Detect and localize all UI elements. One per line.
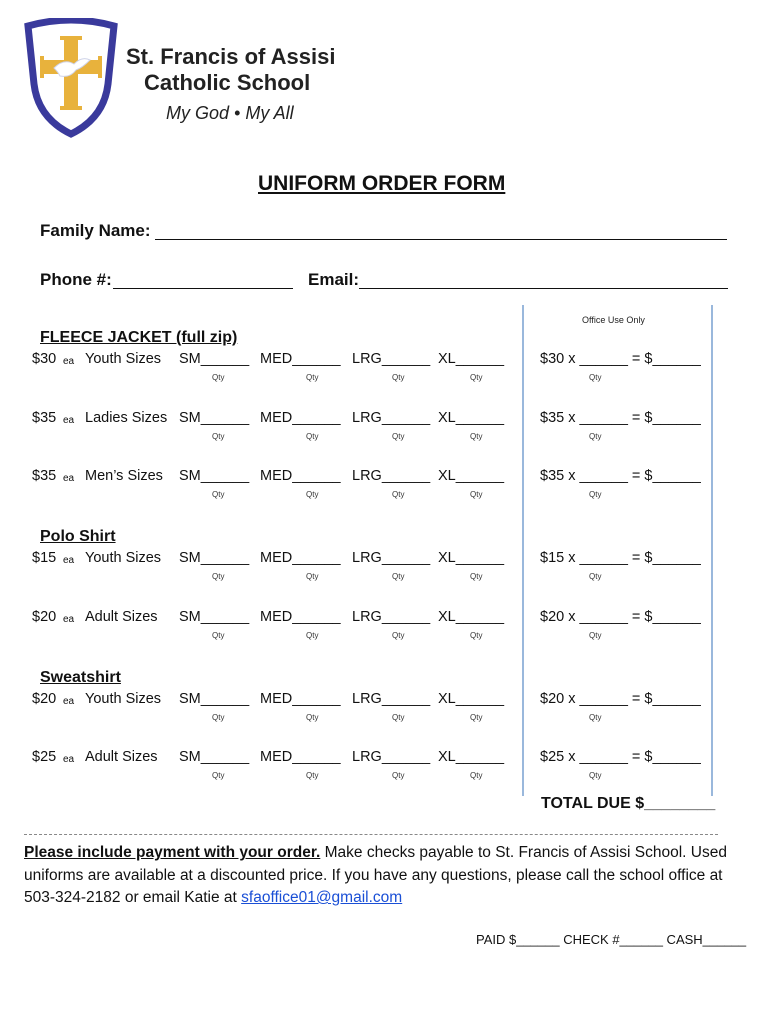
size-qty-field[interactable]: LRG______ xyxy=(352,609,431,625)
item-price: $25 xyxy=(32,749,57,765)
qty-caption: Qty xyxy=(392,572,405,581)
size-qty-field[interactable]: XL______ xyxy=(438,468,505,484)
size-qty-field[interactable]: LRG______ xyxy=(352,410,431,426)
size-group-label: Youth Sizes xyxy=(85,550,162,566)
qty-caption: Qty xyxy=(392,373,405,382)
size-qty-field[interactable]: XL______ xyxy=(438,550,505,566)
size-group-label: Men’s Sizes xyxy=(85,468,163,484)
size-group-label: Adult Sizes xyxy=(85,609,158,625)
size-group-label: Adult Sizes xyxy=(85,749,158,765)
office-calc-line: $35 x ______ = $______ xyxy=(540,410,701,426)
qty-caption: Qty xyxy=(212,713,225,722)
qty-caption: Qty xyxy=(589,373,602,382)
size-qty-field[interactable]: SM______ xyxy=(179,609,250,625)
item-price: $20 xyxy=(32,691,57,707)
size-qty-field[interactable]: LRG______ xyxy=(352,550,431,566)
size-qty-field[interactable]: XL______ xyxy=(438,609,505,625)
office-calc-line: $25 x ______ = $______ xyxy=(540,749,701,765)
each-label: ea xyxy=(63,614,75,625)
office-calc-line: $35 x ______ = $______ xyxy=(540,468,701,484)
size-qty-field[interactable]: XL______ xyxy=(438,410,505,426)
payment-note-text: Make checks payable to St. Francis of Assisi School. Used uniforms are available at a discounted price. If you have any questions, please call the school office at 503-324-2182 or email Katie at xyxy=(24,844,727,906)
qty-caption: Qty xyxy=(306,432,319,441)
size-group-label: Youth Sizes xyxy=(85,691,162,707)
qty-caption: Qty xyxy=(589,713,602,722)
size-qty-field[interactable]: SM______ xyxy=(179,749,250,765)
each-label: ea xyxy=(63,415,75,426)
qty-caption: Qty xyxy=(470,631,483,640)
size-qty-field[interactable]: MED______ xyxy=(260,468,341,484)
size-qty-field[interactable]: LRG______ xyxy=(352,691,431,707)
size-qty-field[interactable]: MED______ xyxy=(260,691,341,707)
qty-caption: Qty xyxy=(306,373,319,382)
size-qty-field[interactable]: XL______ xyxy=(438,351,505,367)
size-qty-field[interactable]: MED______ xyxy=(260,609,341,625)
qty-caption: Qty xyxy=(392,771,405,780)
section-heading-sweatshirt: Sweatshirt xyxy=(40,669,121,686)
section-heading-fleece: FLEECE JACKET (full zip) xyxy=(40,329,238,346)
email-label: Email: xyxy=(308,270,360,289)
form-title: UNIFORM ORDER FORM xyxy=(258,172,506,195)
size-qty-field[interactable]: MED______ xyxy=(260,410,341,426)
size-qty-field[interactable]: XL______ xyxy=(438,749,505,765)
qty-caption: Qty xyxy=(392,631,405,640)
size-qty-field[interactable]: LRG______ xyxy=(352,468,431,484)
size-qty-field[interactable]: SM______ xyxy=(179,691,250,707)
size-qty-field[interactable]: LRG______ xyxy=(352,749,431,765)
item-price: $35 xyxy=(32,468,57,484)
office-use-only-label: Office Use Only xyxy=(582,315,645,325)
office-payment-line: PAID $______ CHECK #______ CASH______ xyxy=(476,932,747,947)
qty-caption: Qty xyxy=(470,432,483,441)
size-qty-field[interactable]: SM______ xyxy=(179,468,250,484)
qty-caption: Qty xyxy=(470,713,483,722)
qty-caption: Qty xyxy=(392,713,405,722)
section-heading-polo: Polo Shirt xyxy=(40,528,116,545)
qty-caption: Qty xyxy=(306,572,319,581)
office-calc-line: $20 x ______ = $______ xyxy=(540,609,701,625)
phone-field[interactable] xyxy=(113,288,293,289)
qty-caption: Qty xyxy=(392,490,405,499)
each-label: ea xyxy=(63,754,75,765)
school-logo-shield-icon xyxy=(24,18,118,138)
size-qty-field[interactable]: MED______ xyxy=(260,351,341,367)
qty-caption: Qty xyxy=(589,490,602,499)
qty-caption: Qty xyxy=(212,432,225,441)
size-qty-field[interactable]: MED______ xyxy=(260,749,341,765)
phone-label: Phone #: xyxy=(40,270,112,289)
qty-caption: Qty xyxy=(212,631,225,640)
qty-caption: Qty xyxy=(212,490,225,499)
qty-caption: Qty xyxy=(306,490,319,499)
size-qty-field[interactable]: LRG______ xyxy=(352,351,431,367)
qty-caption: Qty xyxy=(306,631,319,640)
email-field[interactable] xyxy=(359,288,728,289)
qty-caption: Qty xyxy=(589,631,602,640)
qty-caption: Qty xyxy=(470,771,483,780)
each-label: ea xyxy=(63,696,75,707)
office-column-right-border xyxy=(711,305,713,796)
size-qty-field[interactable]: SM______ xyxy=(179,550,250,566)
office-calc-line: $20 x ______ = $______ xyxy=(540,691,701,707)
qty-caption: Qty xyxy=(212,572,225,581)
each-label: ea xyxy=(63,555,75,566)
qty-caption: Qty xyxy=(470,572,483,581)
qty-caption: Qty xyxy=(589,771,602,780)
item-price: $15 xyxy=(32,550,57,566)
qty-caption: Qty xyxy=(212,771,225,780)
email-link[interactable]: sfaoffice01@gmail.com xyxy=(241,889,403,906)
payment-note-bold: Please include payment with your order. xyxy=(24,844,321,861)
office-calc-line: $15 x ______ = $______ xyxy=(540,550,701,566)
each-label: ea xyxy=(63,473,75,484)
family-name-field[interactable] xyxy=(155,239,727,240)
size-group-label: Ladies Sizes xyxy=(85,410,168,426)
school-name-line1: St. Francis of Assisi xyxy=(126,44,336,69)
office-column-left-border xyxy=(522,305,524,796)
size-qty-field[interactable]: MED______ xyxy=(260,550,341,566)
payment-note xyxy=(24,842,750,910)
school-name-line2: Catholic School xyxy=(144,70,311,95)
school-motto: My God • My All xyxy=(166,103,294,123)
qty-caption: Qty xyxy=(589,572,602,581)
item-price: $20 xyxy=(32,609,57,625)
qty-caption: Qty xyxy=(306,713,319,722)
family-name-label: Family Name: xyxy=(40,221,151,240)
qty-caption: Qty xyxy=(212,373,225,382)
item-price: $35 xyxy=(32,410,57,426)
size-qty-field[interactable]: SM______ xyxy=(179,410,250,426)
size-qty-field[interactable]: SM______ xyxy=(179,351,250,367)
qty-caption: Qty xyxy=(470,490,483,499)
each-label: ea xyxy=(63,356,75,367)
size-group-label: Youth Sizes xyxy=(85,351,162,367)
qty-caption: Qty xyxy=(470,373,483,382)
size-qty-field[interactable]: XL______ xyxy=(438,691,505,707)
office-calc-line: $30 x ______ = $______ xyxy=(540,351,701,367)
total-due-field[interactable]: TOTAL DUE $________ xyxy=(541,795,716,812)
qty-caption: Qty xyxy=(306,771,319,780)
item-price: $30 xyxy=(32,351,57,367)
divider xyxy=(24,834,718,835)
qty-caption: Qty xyxy=(392,432,405,441)
qty-caption: Qty xyxy=(589,432,602,441)
